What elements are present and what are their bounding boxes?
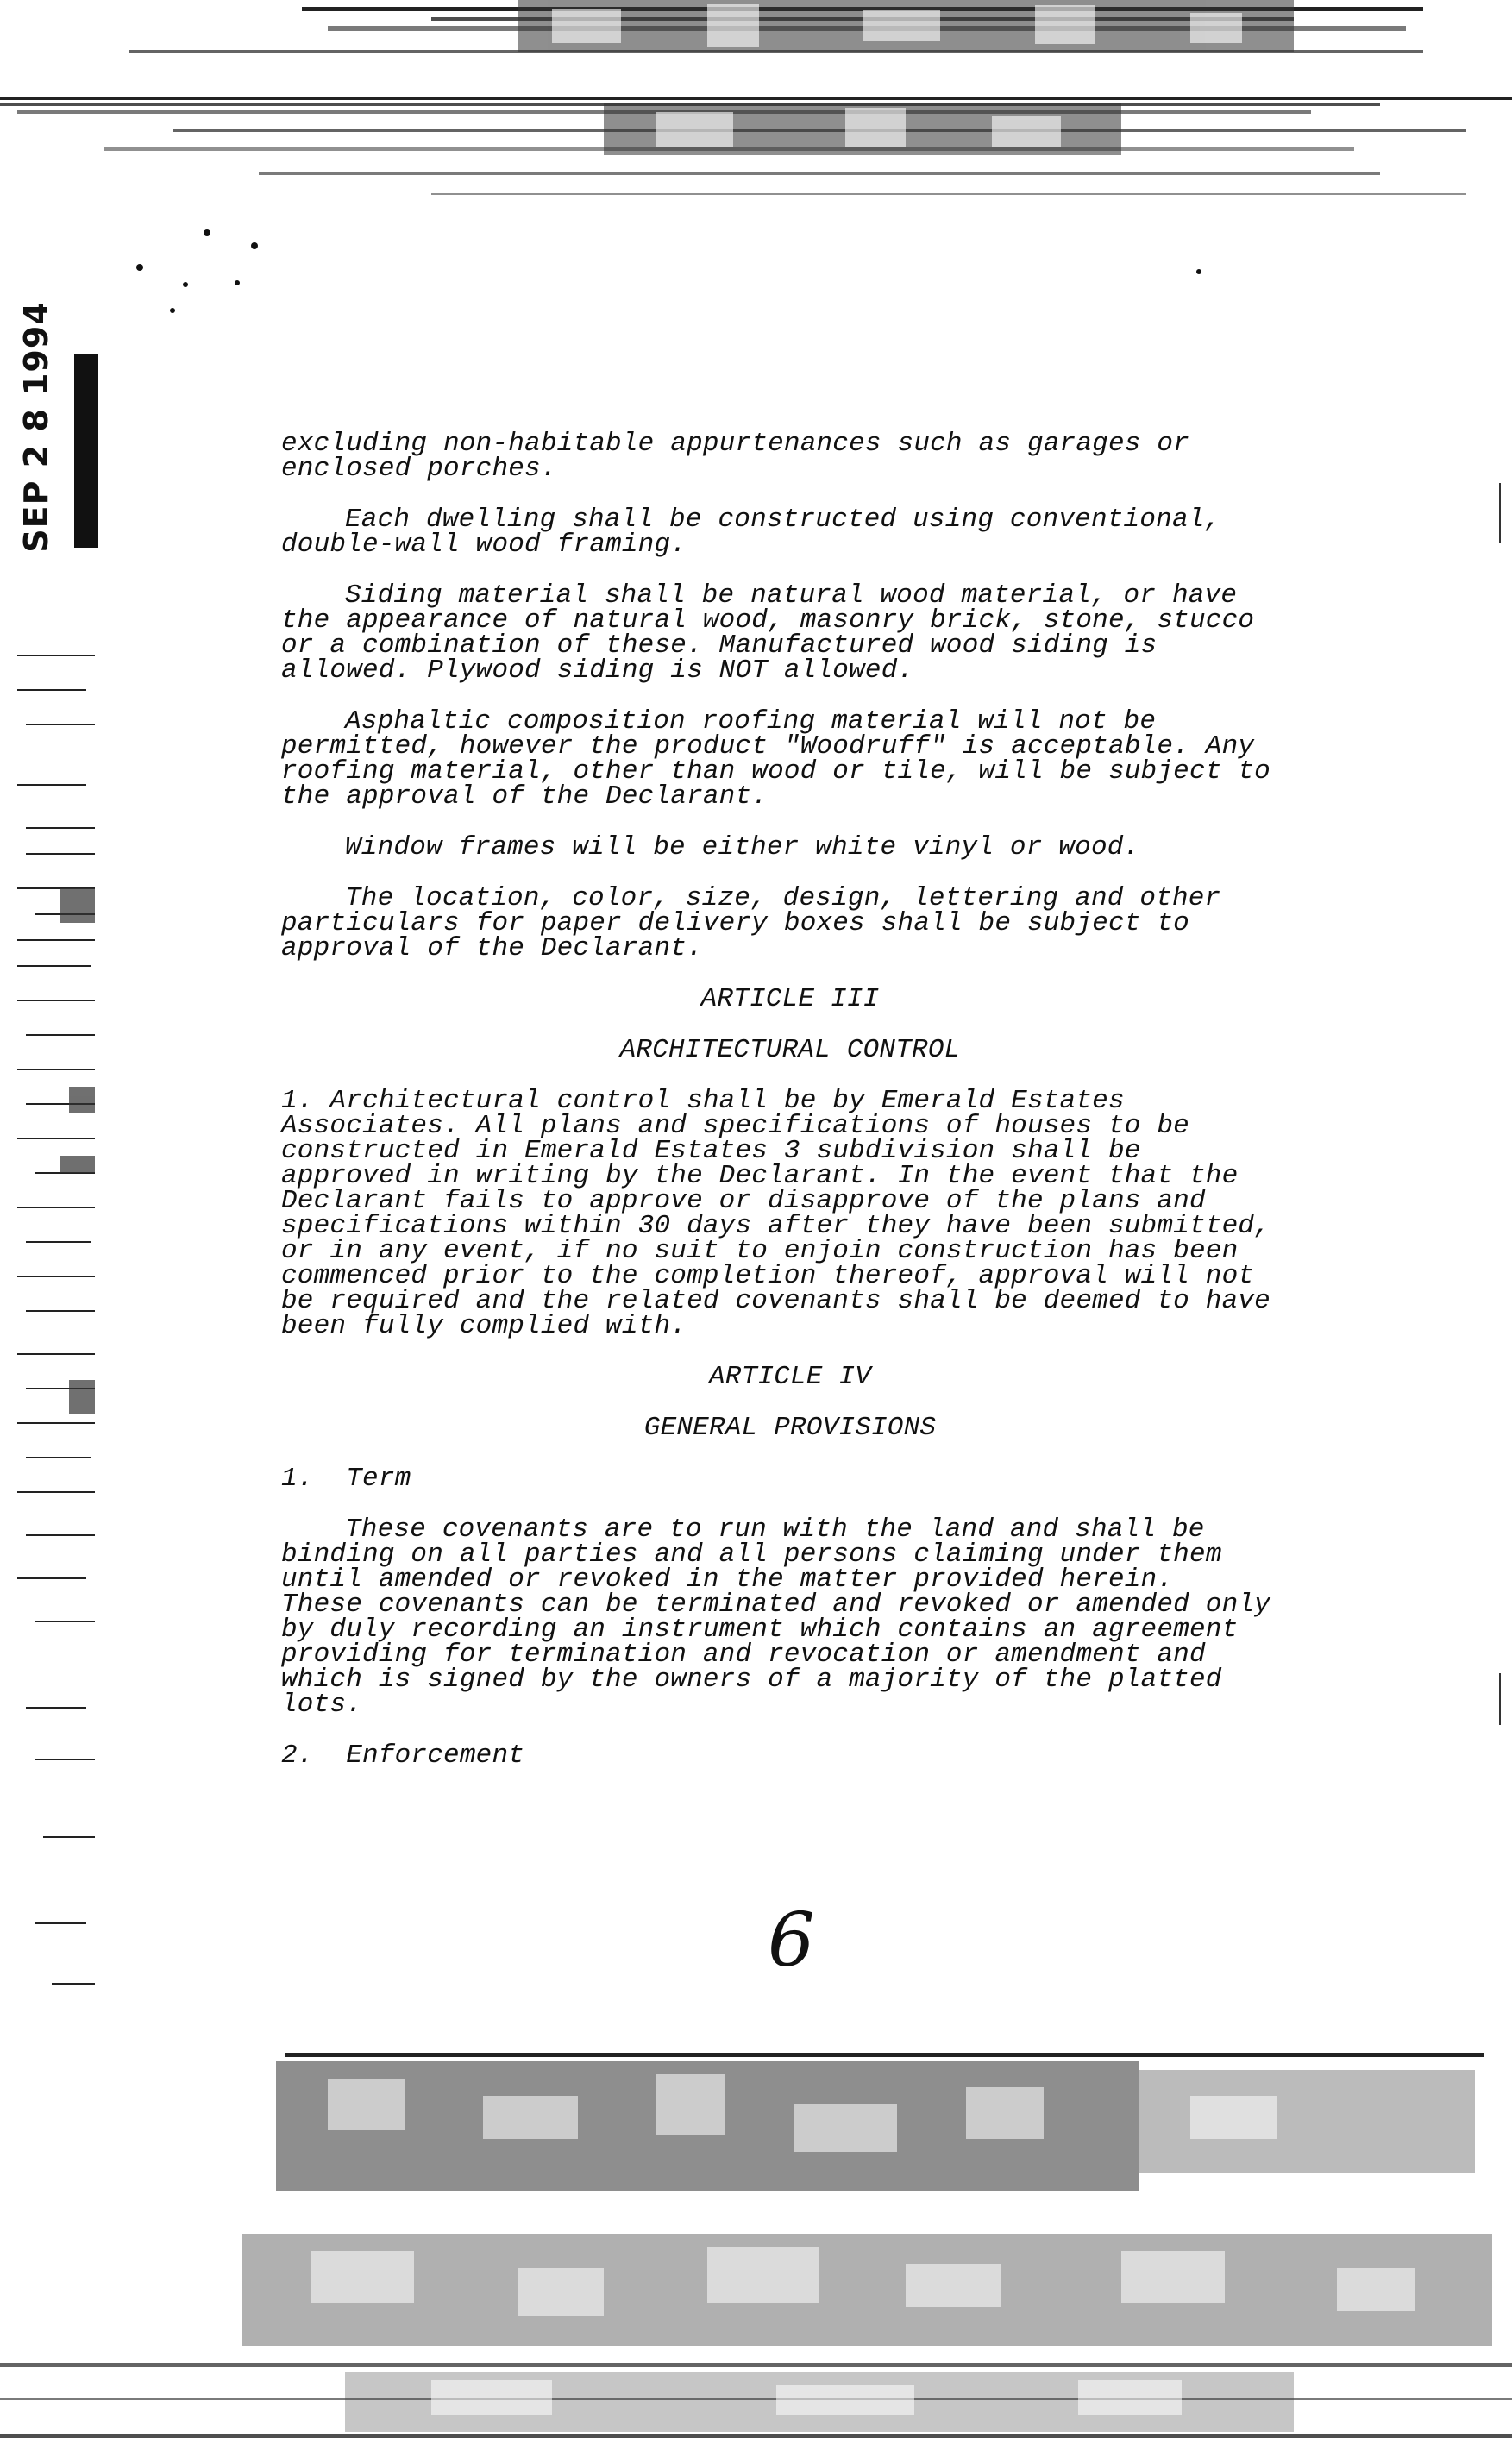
paragraph-delivery-boxes: The location, color, size, design, lettering and other particulars for paper delivery boxes shall be subject to approval of the Declarant. bbox=[281, 883, 1221, 963]
paragraph-term: These covenants are to run with the land and shall be binding on all parties and all persons claiming under them until amended or revoked in the matter provided herein. These covenants can be terminated and revoked or amended only by duly recording an instrument which contains an agreement providing for termination and revocation or amendment and which is signed by the owners of a majority of the platted lots. bbox=[281, 1515, 1270, 1720]
paragraph-architectural-control: 1. Architectural control shall be by Emerald Estates Associates. All plans and specifications of houses to be constructed in Emerald Estates 3 subdivision shall be approved in writing by the Declarant. In the event that the Declarant fails to approve or disapprove of the plans and specifications within 30 days after they have been submitted, or in any event, if no suit to enjoin construction has been commenced prior to the completion thereof, approval will not be required and the related covenants shall be deemed to have been fully complied with. bbox=[281, 1086, 1270, 1341]
paragraph-siding: Siding material shall be natural wood material, or have the appearance of natural wood, masonry brick, stone, stucco or a combination of these. Manufactured wood siding is allowed. Plywood siding is NOT allowed. bbox=[281, 580, 1255, 686]
article-3-title: ARCHITECTURAL CONTROL bbox=[619, 1035, 961, 1065]
received-date-stamp bbox=[10, 301, 62, 553]
article-4-title: GENERAL PROVISIONS bbox=[643, 1413, 937, 1443]
page-number: 6 bbox=[768, 1897, 815, 1984]
section-term-heading: 1. Term bbox=[281, 1464, 411, 1494]
scan-noise-top bbox=[0, 0, 1512, 198]
paragraph-windows: Window frames will be either white vinyl or wood. bbox=[345, 832, 1140, 862]
article-3-heading: ARTICLE III bbox=[700, 984, 880, 1014]
scan-specks bbox=[129, 216, 1251, 345]
right-margin-marks bbox=[1488, 466, 1512, 2018]
document-body bbox=[281, 431, 1299, 1794]
paragraph-framing: Each dwelling shall be constructed using conventional, double-wall wood framing. bbox=[281, 505, 1221, 560]
stamp-date: SEP 2 8 1994 bbox=[17, 301, 56, 553]
paragraph-porches: excluding non-habitable appurtenances such as garages or enclosed porches. bbox=[281, 429, 1189, 484]
scan-noise-bottom bbox=[0, 2035, 1512, 2446]
section-enforcement-heading: 2. Enforcement bbox=[281, 1740, 525, 1771]
left-margin-marks bbox=[0, 604, 112, 2053]
article-4-heading: ARTICLE IV bbox=[708, 1362, 872, 1392]
paragraph-roofing: Asphaltic composition roofing material will not be permitted, however the product "Woodruff" is acceptable. Any roofing material, other than wood or tile, will be subject to the approval of the Declarant. bbox=[281, 706, 1270, 812]
stamp-bar bbox=[74, 354, 98, 548]
